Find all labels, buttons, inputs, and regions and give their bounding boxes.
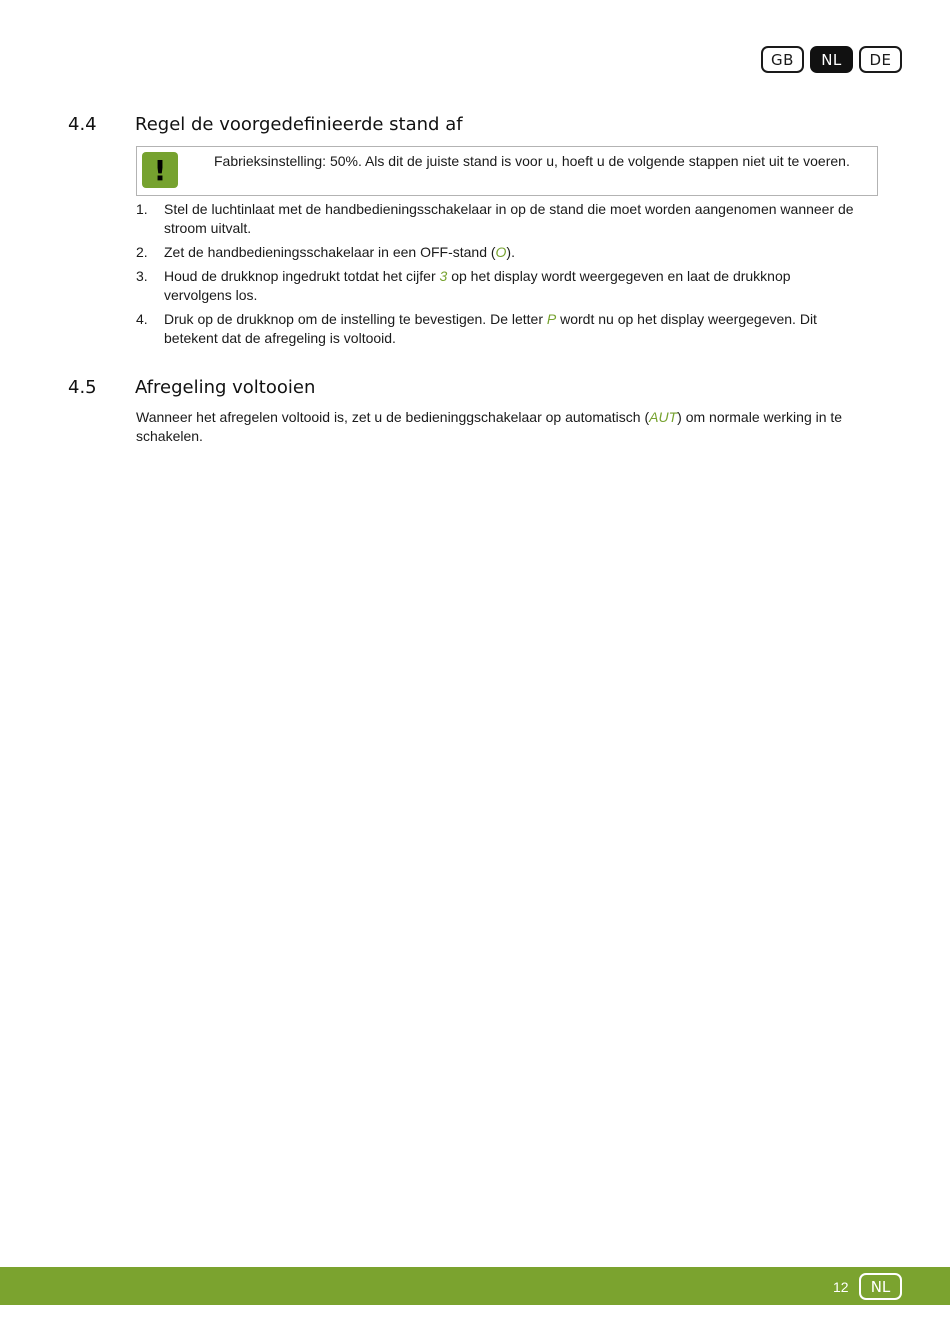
list-item [136, 310, 856, 348]
step-text [164, 267, 856, 305]
step-text-part: Houd de drukknop ingedrukt totdat het cijfer [164, 268, 440, 284]
step-number: 3. [136, 268, 148, 284]
step-text-part: wordt nu op het display weergegeven. Dit betekent dat de afregeling is voltooid. [164, 311, 817, 346]
step-number: 1. [136, 201, 148, 217]
list-item [136, 267, 856, 305]
step-text: Stel de luchtinlaat met de handbedieningsschakelaar in op de stand die moet worden aangenomen wanneer de stroom uitvalt. [164, 201, 854, 236]
paragraph-text-part: Wanneer het afregelen voltooid is, zet u de bedieninggschakelaar op automatisch ( [136, 409, 650, 425]
notice-box [136, 146, 878, 196]
section-title: Regel de voorgedefinieerde stand af [135, 114, 463, 135]
step-text-part: op het display wordt weergegeven en laat de drukknop vervolgens los. [164, 268, 791, 303]
exclamation-icon: ! [142, 152, 178, 188]
paragraph-text-part: ) om normale werking in te schakelen. [136, 409, 843, 444]
section-number: 4.5 [68, 377, 97, 398]
language-tab-de[interactable]: DE [859, 46, 902, 73]
section-heading-4-4 [68, 114, 463, 135]
highlight-value: AUT [649, 409, 678, 425]
highlight-value: P [546, 311, 557, 327]
steps-list [136, 200, 856, 353]
language-tab-nl[interactable]: NL [810, 46, 853, 73]
section-title: Afregeling voltooien [135, 377, 316, 398]
section-heading-4-5 [68, 377, 315, 398]
step-number: 4. [136, 311, 148, 327]
step-text-part: ). [506, 244, 515, 260]
footer-bar [0, 1267, 950, 1305]
footer-language-badge: NL [859, 1273, 902, 1300]
section-paragraph [136, 408, 856, 446]
language-tabs [761, 46, 902, 73]
page-number: 12 [833, 1279, 849, 1295]
step-text [164, 243, 856, 262]
list-item [136, 200, 856, 238]
highlight-value: 3 [439, 268, 448, 284]
step-text [164, 310, 856, 348]
step-text-part: Druk op de drukknop om de instelling te bevestigen. De letter [164, 311, 547, 327]
section-number: 4.4 [68, 114, 97, 135]
language-tab-gb[interactable]: GB [761, 46, 804, 73]
notice-text: Fabrieksinstelling: 50%. Als dit de juiste stand is voor u, hoeft u de volgende stappen niet uit te voeren. [214, 153, 850, 169]
step-text-part: Zet de handbedieningsschakelaar in een OFF-stand ( [164, 244, 496, 260]
highlight-value: O [495, 244, 507, 260]
list-item [136, 243, 856, 262]
step-number: 2. [136, 244, 148, 260]
